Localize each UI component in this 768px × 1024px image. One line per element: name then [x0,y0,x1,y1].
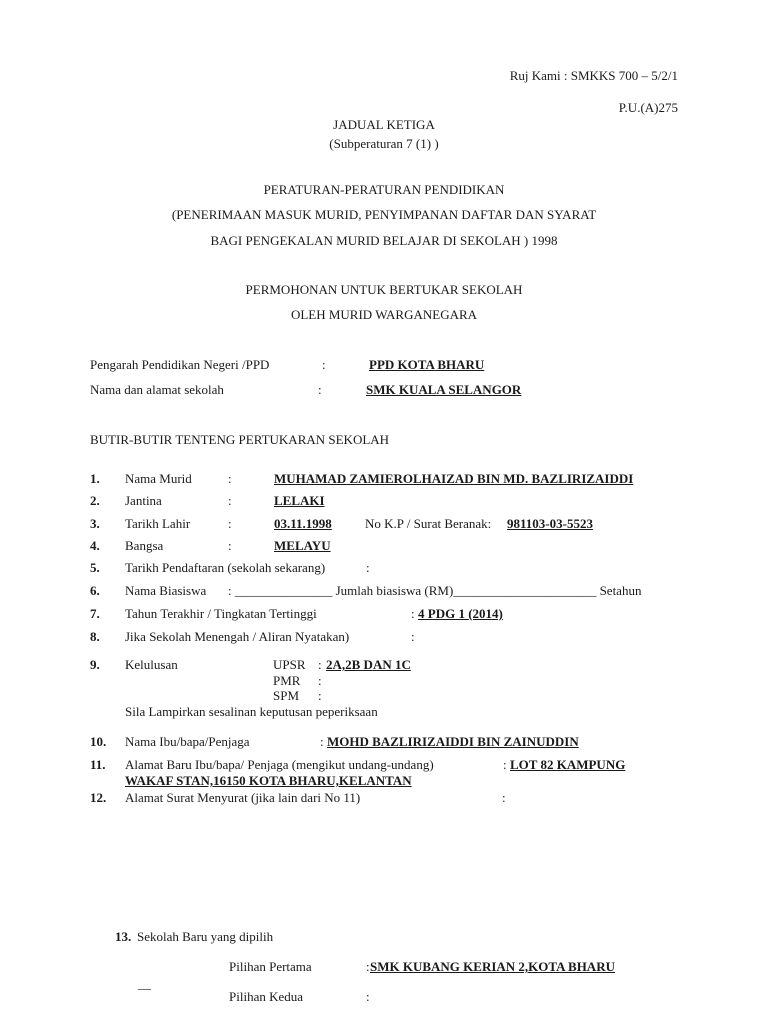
item-number: 6. [90,583,100,598]
form-title-line-1: PERMOHONAN UNTUK BERTUKAR SEKOLAH [245,282,523,297]
spm-label: SPM [273,688,300,703]
subregulation: (Subperaturan 7 (1) ) [329,136,439,151]
last-form-label: Tahun Terakhir / Tingkatan Tertinggi [125,606,317,621]
new-school-label: Sekolah Baru yang dipilih [137,929,274,944]
colon: : [228,471,232,486]
item-number: 5. [90,560,100,575]
colon: : [366,959,370,974]
ic-number-value: 981103-03-5523 [507,516,593,531]
pmr-label: PMR [273,673,301,688]
mailing-address-label: Alamat Surat Menyurat (jika lain dari No 11) [125,790,361,805]
first-choice-label: Pilihan Pertama [229,959,312,974]
item-number: 10. [90,734,107,749]
colon: : [366,560,370,575]
school-colon: : [318,382,322,397]
colon: : [228,516,232,531]
item-number: 9. [90,657,100,672]
colon: : [366,989,370,1004]
form-title-line-2: OLEH MURID WARGANEGARA [290,307,478,322]
gender-label: Jantina [125,493,162,508]
school-label: Nama dan alamat sekolah [90,382,224,397]
colon: : [318,657,322,672]
pu-number: P.U.(A)275 [618,100,678,115]
item-number: 4. [90,538,100,553]
colon: : [411,606,415,621]
student-name-label: Nama Murid [125,471,192,486]
gender-value: LELAKI [274,493,325,508]
item-number: 12. [90,790,107,805]
item-number: 13. [115,929,132,944]
item-number: 3. [90,516,100,531]
director-value: PPD KOTA BHARU [369,357,485,372]
race-label: Bangsa [125,538,164,553]
scholarship-label: Nama Biasiswa [125,583,207,598]
colon: : [318,673,322,688]
section-title: BUTIR-BUTIR TENTENG PERTUKARAN SEKOLAH [90,432,390,447]
race-value: MELAYU [274,538,331,553]
director-colon: : [322,357,326,372]
upsr-value: 2A,2B DAN 1C [326,657,411,672]
colon: : [502,790,506,805]
registration-date-label: Tarikh Pendaftaran (sekolah sekarang) [125,560,326,575]
colon: : [320,734,324,749]
reference-number: Ruj Kami : SMKKS 700 – 5/2/1 [509,68,678,83]
item-number: 2. [90,493,100,508]
birth-date-label: Tarikh Lahir [125,516,191,531]
student-name-value: MUHAMAD ZAMIEROLHAIZAD BIN MD. BAZLIRIZAIDDI [274,471,634,486]
colon: : [503,757,507,772]
guardian-address-line-1: LOT 82 KAMPUNG [510,757,626,772]
qualifications-label: Kelulusan [125,657,178,672]
schedule-title: JADUAL KETIGA [333,117,435,132]
guardian-name-value: MOHD BAZLIRIZAIDDI BIN ZAINUDDIN [327,734,579,749]
second-choice-label: Pilihan Kedua [229,989,304,1004]
item-number: 7. [90,606,100,621]
upsr-label: UPSR [273,657,306,672]
ic-number-label: No K.P / Surat Beranak: [365,516,492,531]
stream-label: Jika Sekolah Menengah / Aliran Nyatakan) [125,629,350,644]
director-label: Pengarah Pendidikan Negeri /PPD [90,357,270,372]
school-value: SMK KUALA SELANGOR [366,382,522,397]
dash-mark: __ [138,976,151,991]
guardian-name-label: Nama Ibu/bapa/Penjaga [125,734,250,749]
item-number: 1. [90,471,100,486]
scholarship-fields: : _______________ Jumlah biasiswa (RM)______________________ Setahun [228,583,642,598]
colon: : [228,538,232,553]
regulation-line-1: PERATURAN-PERATURAN PENDIDIKAN [263,182,505,197]
colon: : [411,629,415,644]
colon: : [318,688,322,703]
first-choice-value: SMK KUBANG KERIAN 2,KOTA BHARU [370,959,615,974]
last-form-value: 4 PDG 1 (2014) [418,606,503,621]
item-number: 11. [90,757,106,772]
colon: : [228,493,232,508]
birth-date-value: 03.11.1998 [274,516,332,531]
regulation-line-3: BAGI PENGEKALAN MURID BELAJAR DI SEKOLAH ) 1998 [210,233,558,248]
guardian-address-label: Alamat Baru Ibu/bapa/ Penjaga (mengikut undang-undang) [125,757,434,772]
guardian-address-line-2: WAKAF STAN,16150 KOTA BHARU,KELANTAN [125,773,412,788]
regulation-line-2: (PENERIMAAN MASUK MURID, PENYIMPANAN DAFTAR DAN SYARAT [171,207,597,222]
attach-note: Sila Lampirkan sesalinan keputusan peperiksaan [125,704,378,719]
item-number: 8. [90,629,100,644]
